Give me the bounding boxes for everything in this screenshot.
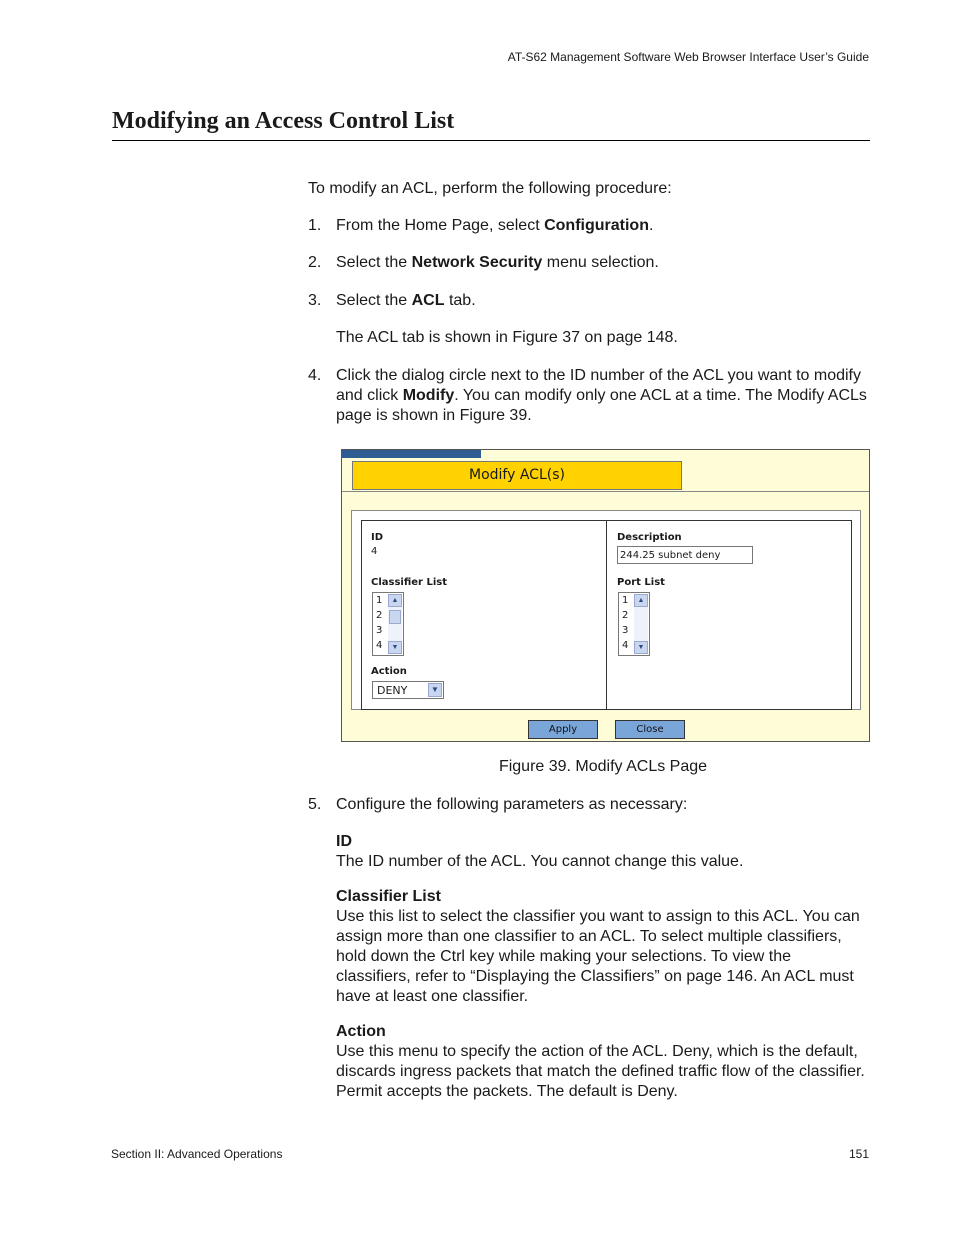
step-3-note: The ACL tab is shown in Figure 37 on page 148. — [336, 329, 678, 346]
list-item[interactable]: 1 — [376, 595, 383, 606]
list-item[interactable]: 3 — [376, 625, 383, 636]
param-description: The ID number of the ACL. You cannot change this value. — [336, 853, 744, 870]
port-listbox[interactable] — [618, 592, 650, 656]
action-label: Action — [371, 666, 407, 677]
scroll-up-icon[interactable]: ▲ — [388, 594, 402, 607]
port-list-label: Port List — [617, 577, 665, 588]
step-text: Select the ACL tab. — [336, 292, 476, 309]
footer-section: Section II: Advanced Operations — [111, 1147, 283, 1161]
intro-paragraph: To modify an ACL, perform the following procedure: — [308, 180, 672, 197]
step-2 — [308, 253, 868, 273]
title-rule — [112, 140, 870, 141]
step-text: Configure the following parameters as necessary: — [336, 796, 688, 813]
id-value: 4 — [371, 546, 378, 557]
scroll-down-icon[interactable]: ▼ — [388, 641, 402, 654]
step-text: Click the dialog circle next to the ID number of the ACL you want to modify and click Modify. You can modify only one ACL at a time. The Modify ACLs page is shown in Figure 39. — [336, 367, 867, 424]
scroll-thumb[interactable] — [389, 610, 401, 624]
step-1 — [308, 216, 868, 236]
step-5 — [308, 795, 868, 815]
step-number: 2. — [308, 254, 322, 271]
running-header: AT-S62 Management Software Web Browser Interface User’s Guide — [507, 50, 869, 64]
step-text: From the Home Page, select Configuration. — [336, 217, 654, 234]
step-4 — [308, 366, 868, 426]
section-title: Modifying an Access Control List — [112, 108, 455, 134]
action-value: DENY — [377, 684, 408, 697]
scroll-down-icon[interactable]: ▼ — [634, 641, 648, 654]
list-item[interactable]: 4 — [622, 640, 629, 651]
action-select[interactable] — [372, 681, 444, 699]
list-item[interactable]: 2 — [622, 610, 629, 621]
description-label: Description — [617, 532, 682, 543]
list-item[interactable]: 4 — [376, 640, 383, 651]
figure-caption: Figure 39. Modify ACLs Page — [498, 758, 708, 775]
step-text: Select the Network Security menu selection. — [336, 254, 659, 271]
page-banner: Modify ACL(s) — [352, 461, 682, 490]
classifier-listbox[interactable] — [372, 592, 404, 656]
list-item[interactable]: 1 — [622, 595, 629, 606]
apply-button[interactable]: Apply — [528, 720, 598, 739]
step-number: 5. — [308, 796, 322, 813]
step-number: 4. — [308, 367, 322, 384]
chevron-down-icon[interactable]: ▼ — [428, 683, 442, 697]
step-3 — [308, 291, 868, 311]
description-input[interactable]: 244.25 subnet deny — [617, 546, 753, 564]
form-panel — [351, 510, 861, 710]
page-number: 151 — [848, 1147, 869, 1161]
scrollbar[interactable] — [388, 594, 402, 654]
close-button[interactable]: Close — [615, 720, 685, 739]
step-number: 1. — [308, 217, 322, 234]
banner-divider — [342, 491, 869, 492]
param-name: ID — [336, 833, 352, 850]
param-name: Action — [336, 1023, 386, 1040]
param-classifier-list — [336, 887, 870, 1007]
step-number: 3. — [308, 292, 322, 309]
column-divider — [606, 521, 607, 709]
param-id — [336, 832, 870, 872]
tab-strip — [342, 450, 481, 458]
param-name: Classifier List — [336, 888, 441, 905]
id-label: ID — [371, 532, 384, 543]
param-description: Use this list to select the classifier you want to assign to this ACL. You can assign more than one classifier to an ACL. To select multiple classifiers, hold down the Ctrl key while making your selections. To view the classifiers, refer to “Displaying the Classifiers” on page 146. An ACL must have at least one classifier. — [336, 908, 860, 1005]
form-grid — [361, 520, 852, 710]
scroll-up-icon[interactable]: ▲ — [634, 594, 648, 607]
param-action — [336, 1022, 870, 1102]
list-item[interactable]: 3 — [622, 625, 629, 636]
scrollbar[interactable] — [634, 594, 648, 654]
classifier-list-label: Classifier List — [371, 577, 447, 588]
param-description: Use this menu to specify the action of the ACL. Deny, which is the default, discards ingress packets that match the defined traffic flow of the classifier. Permit accepts the packets. The default is Deny. — [336, 1043, 865, 1100]
list-item[interactable]: 2 — [376, 610, 383, 621]
modify-acl-screenshot — [341, 449, 870, 742]
